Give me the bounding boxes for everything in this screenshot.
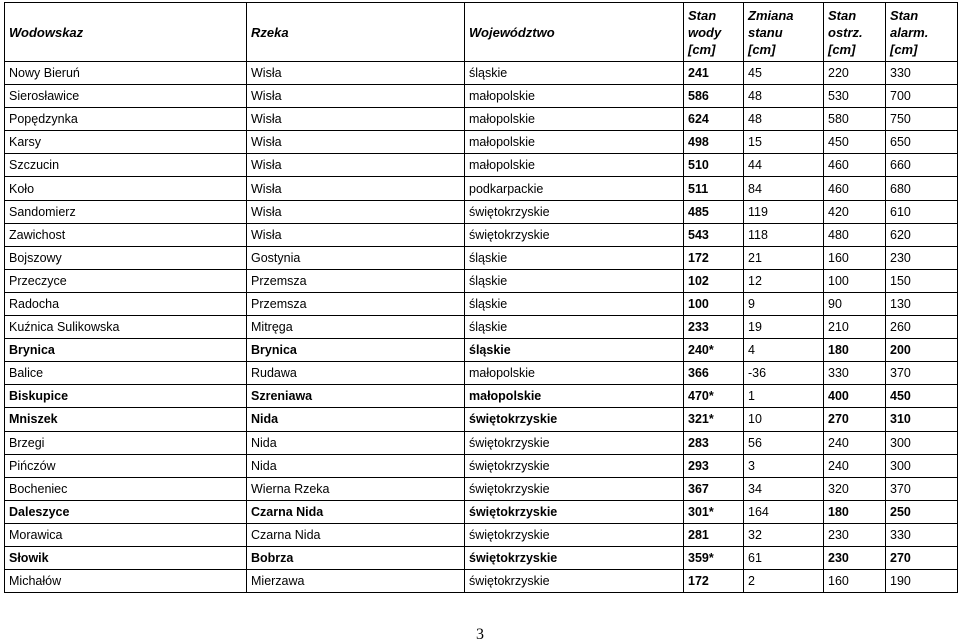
- header-warning: [824, 3, 886, 62]
- cell-river: Czarna Nida: [247, 523, 465, 546]
- cell-voivodeship: świętokrzyskie: [465, 523, 684, 546]
- cell-level: 321*: [684, 408, 744, 431]
- table-row: [5, 223, 958, 246]
- cell-warning: 240: [824, 431, 886, 454]
- cell-station: Pińczów: [5, 454, 247, 477]
- cell-level: 367: [684, 477, 744, 500]
- cell-change: -36: [744, 362, 824, 385]
- cell-warning: 450: [824, 131, 886, 154]
- header-alarm-line: alarm.: [890, 24, 929, 40]
- cell-station: Radocha: [5, 292, 247, 315]
- cell-level: 241: [684, 62, 744, 85]
- cell-river: Wisła: [247, 62, 465, 85]
- cell-river: Przemsza: [247, 292, 465, 315]
- cell-change: 119: [744, 200, 824, 223]
- cell-alarm: 260: [886, 316, 958, 339]
- cell-station: Sandomierz: [5, 200, 247, 223]
- cell-river: Nida: [247, 431, 465, 454]
- cell-alarm: 610: [886, 200, 958, 223]
- cell-alarm: 300: [886, 454, 958, 477]
- cell-station: Bocheniec: [5, 477, 247, 500]
- cell-alarm: 680: [886, 177, 958, 200]
- cell-change: 61: [744, 546, 824, 569]
- cell-change: 34: [744, 477, 824, 500]
- table-row: [5, 246, 958, 269]
- cell-level: 283: [684, 431, 744, 454]
- cell-level: 102: [684, 269, 744, 292]
- cell-change: 10: [744, 408, 824, 431]
- header-warning-line: Stan: [828, 7, 857, 23]
- cell-level: 100: [684, 292, 744, 315]
- table-row: [5, 362, 958, 385]
- cell-warning: 580: [824, 108, 886, 131]
- cell-level: 498: [684, 131, 744, 154]
- cell-change: 1: [744, 385, 824, 408]
- cell-level: 172: [684, 246, 744, 269]
- cell-river: Wisła: [247, 154, 465, 177]
- cell-river: Bobrza: [247, 546, 465, 569]
- cell-river: Wisła: [247, 177, 465, 200]
- cell-change: 19: [744, 316, 824, 339]
- cell-level: 281: [684, 523, 744, 546]
- table-row: [5, 477, 958, 500]
- cell-station: Biskupice: [5, 385, 247, 408]
- cell-station: Nowy Bieruń: [5, 62, 247, 85]
- cell-station: Popędzynka: [5, 108, 247, 131]
- cell-river: Wisła: [247, 108, 465, 131]
- cell-river: Rudawa: [247, 362, 465, 385]
- cell-river: Wierna Rzeka: [247, 477, 465, 500]
- cell-river: Wisła: [247, 200, 465, 223]
- cell-station: Słowik: [5, 546, 247, 569]
- cell-change: 48: [744, 85, 824, 108]
- gauge-table-body: [5, 62, 958, 593]
- table-row: [5, 454, 958, 477]
- header-voivodeship: Województwo: [465, 3, 684, 62]
- cell-warning: 460: [824, 154, 886, 177]
- cell-voivodeship: małopolskie: [465, 108, 684, 131]
- cell-change: 164: [744, 500, 824, 523]
- cell-station: Mniszek: [5, 408, 247, 431]
- table-row: [5, 292, 958, 315]
- cell-voivodeship: świętokrzyskie: [465, 477, 684, 500]
- cell-river: Nida: [247, 454, 465, 477]
- cell-level: 301*: [684, 500, 744, 523]
- cell-change: 84: [744, 177, 824, 200]
- cell-change: 9: [744, 292, 824, 315]
- cell-change: 3: [744, 454, 824, 477]
- cell-change: 118: [744, 223, 824, 246]
- cell-level: 240*: [684, 339, 744, 362]
- cell-voivodeship: świętokrzyskie: [465, 546, 684, 569]
- cell-change: 4: [744, 339, 824, 362]
- cell-station: Morawica: [5, 523, 247, 546]
- cell-warning: 320: [824, 477, 886, 500]
- cell-station: Daleszyce: [5, 500, 247, 523]
- cell-alarm: 190: [886, 570, 958, 593]
- cell-warning: 480: [824, 223, 886, 246]
- cell-river: Mierzawa: [247, 570, 465, 593]
- cell-level: 470*: [684, 385, 744, 408]
- cell-alarm: 450: [886, 385, 958, 408]
- header-alarm: [886, 3, 958, 62]
- cell-station: Brzegi: [5, 431, 247, 454]
- cell-alarm: 130: [886, 292, 958, 315]
- cell-change: 44: [744, 154, 824, 177]
- table-row: [5, 131, 958, 154]
- cell-warning: 420: [824, 200, 886, 223]
- cell-change: 56: [744, 431, 824, 454]
- table-row: [5, 339, 958, 362]
- cell-alarm: 650: [886, 131, 958, 154]
- table-row: [5, 570, 958, 593]
- cell-warning: 460: [824, 177, 886, 200]
- header-alarm-line: Stan: [890, 7, 919, 23]
- header-level: [684, 3, 744, 62]
- cell-warning: 240: [824, 454, 886, 477]
- header-change: [744, 3, 824, 62]
- cell-voivodeship: podkarpackie: [465, 177, 684, 200]
- cell-alarm: 370: [886, 477, 958, 500]
- header-level-line: [cm]: [688, 41, 716, 57]
- cell-station: Bojszowy: [5, 246, 247, 269]
- cell-level: 172: [684, 570, 744, 593]
- cell-level: 586: [684, 85, 744, 108]
- cell-voivodeship: małopolskie: [465, 362, 684, 385]
- cell-change: 45: [744, 62, 824, 85]
- cell-alarm: 330: [886, 523, 958, 546]
- cell-level: 366: [684, 362, 744, 385]
- header-level-line: wody: [688, 24, 722, 40]
- cell-station: Koło: [5, 177, 247, 200]
- table-row: [5, 62, 958, 85]
- table-row: [5, 546, 958, 569]
- cell-alarm: 150: [886, 269, 958, 292]
- header-alarm-line: [cm]: [890, 41, 918, 57]
- gauge-table: [4, 2, 958, 593]
- cell-warning: 530: [824, 85, 886, 108]
- table-row: [5, 177, 958, 200]
- cell-river: Gostynia: [247, 246, 465, 269]
- cell-warning: 180: [824, 339, 886, 362]
- cell-warning: 210: [824, 316, 886, 339]
- cell-warning: 330: [824, 362, 886, 385]
- cell-river: Brynica: [247, 339, 465, 362]
- cell-voivodeship: śląskie: [465, 316, 684, 339]
- cell-voivodeship: śląskie: [465, 62, 684, 85]
- cell-river: Wisła: [247, 223, 465, 246]
- table-row: [5, 108, 958, 131]
- cell-warning: 160: [824, 246, 886, 269]
- cell-change: 2: [744, 570, 824, 593]
- cell-warning: 90: [824, 292, 886, 315]
- header-change-line: Zmiana: [748, 7, 794, 23]
- cell-alarm: 250: [886, 500, 958, 523]
- cell-voivodeship: małopolskie: [465, 154, 684, 177]
- page-number: 3: [476, 626, 484, 643]
- table-row: [5, 408, 958, 431]
- cell-station: Michałów: [5, 570, 247, 593]
- cell-station: Sierosławice: [5, 85, 247, 108]
- cell-level: 510: [684, 154, 744, 177]
- header-river: Rzeka: [247, 3, 465, 62]
- cell-level: 359*: [684, 546, 744, 569]
- cell-alarm: 700: [886, 85, 958, 108]
- cell-warning: 230: [824, 546, 886, 569]
- cell-level: 485: [684, 200, 744, 223]
- cell-change: 12: [744, 269, 824, 292]
- table-row: [5, 269, 958, 292]
- cell-voivodeship: świętokrzyskie: [465, 454, 684, 477]
- table-row: [5, 85, 958, 108]
- cell-alarm: 330: [886, 62, 958, 85]
- table-row: [5, 500, 958, 523]
- cell-station: Kuźnica Sulikowska: [5, 316, 247, 339]
- cell-alarm: 750: [886, 108, 958, 131]
- cell-level: 233: [684, 316, 744, 339]
- cell-station: Szczucin: [5, 154, 247, 177]
- cell-voivodeship: małopolskie: [465, 85, 684, 108]
- cell-voivodeship: świętokrzyskie: [465, 200, 684, 223]
- cell-voivodeship: świętokrzyskie: [465, 500, 684, 523]
- cell-river: Mitręga: [247, 316, 465, 339]
- cell-station: Przeczyce: [5, 269, 247, 292]
- cell-level: 511: [684, 177, 744, 200]
- header-warning-line: ostrz.: [828, 24, 863, 40]
- cell-voivodeship: świętokrzyskie: [465, 223, 684, 246]
- table-row: [5, 431, 958, 454]
- cell-river: Wisła: [247, 85, 465, 108]
- cell-alarm: 230: [886, 246, 958, 269]
- cell-warning: 270: [824, 408, 886, 431]
- cell-river: Nida: [247, 408, 465, 431]
- cell-change: 15: [744, 131, 824, 154]
- cell-alarm: 620: [886, 223, 958, 246]
- table-row: [5, 385, 958, 408]
- cell-station: Karsy: [5, 131, 247, 154]
- cell-voivodeship: świętokrzyskie: [465, 570, 684, 593]
- header-station: Wodowskaz: [5, 3, 247, 62]
- cell-level: 293: [684, 454, 744, 477]
- cell-station: Balice: [5, 362, 247, 385]
- header-warning-line: [cm]: [828, 41, 856, 57]
- cell-level: 624: [684, 108, 744, 131]
- cell-alarm: 310: [886, 408, 958, 431]
- cell-station: Brynica: [5, 339, 247, 362]
- cell-alarm: 300: [886, 431, 958, 454]
- cell-change: 32: [744, 523, 824, 546]
- cell-station: Zawichost: [5, 223, 247, 246]
- header-level-line: Stan: [688, 7, 717, 23]
- cell-level: 543: [684, 223, 744, 246]
- cell-change: 21: [744, 246, 824, 269]
- cell-river: Szreniawa: [247, 385, 465, 408]
- cell-voivodeship: świętokrzyskie: [465, 408, 684, 431]
- cell-alarm: 660: [886, 154, 958, 177]
- table-row: [5, 523, 958, 546]
- cell-alarm: 370: [886, 362, 958, 385]
- cell-alarm: 200: [886, 339, 958, 362]
- cell-warning: 180: [824, 500, 886, 523]
- header-change-line: [cm]: [748, 41, 776, 57]
- table-row: [5, 316, 958, 339]
- cell-change: 48: [744, 108, 824, 131]
- cell-warning: 230: [824, 523, 886, 546]
- header-change-line: stanu: [748, 24, 783, 40]
- cell-river: Czarna Nida: [247, 500, 465, 523]
- cell-voivodeship: świętokrzyskie: [465, 431, 684, 454]
- cell-warning: 100: [824, 269, 886, 292]
- cell-river: Wisła: [247, 131, 465, 154]
- cell-voivodeship: śląskie: [465, 339, 684, 362]
- cell-river: Przemsza: [247, 269, 465, 292]
- cell-warning: 220: [824, 62, 886, 85]
- cell-voivodeship: śląskie: [465, 269, 684, 292]
- header-row: [5, 3, 958, 62]
- cell-voivodeship: małopolskie: [465, 385, 684, 408]
- cell-alarm: 270: [886, 546, 958, 569]
- cell-voivodeship: śląskie: [465, 292, 684, 315]
- cell-warning: 400: [824, 385, 886, 408]
- cell-warning: 160: [824, 570, 886, 593]
- table-row: [5, 200, 958, 223]
- cell-voivodeship: śląskie: [465, 246, 684, 269]
- table-row: [5, 154, 958, 177]
- cell-voivodeship: małopolskie: [465, 131, 684, 154]
